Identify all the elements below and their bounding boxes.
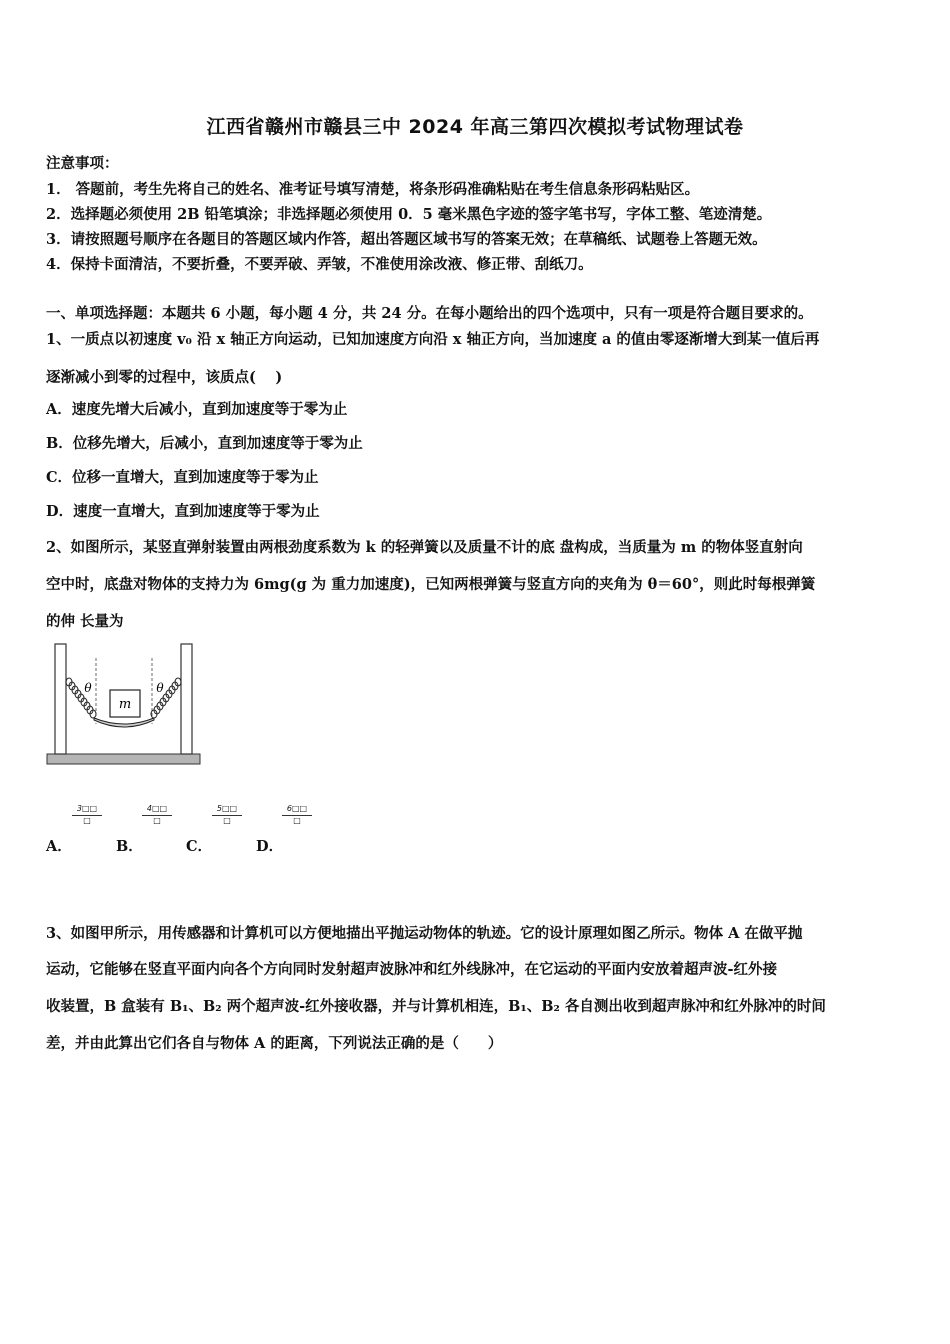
- right-post: [181, 644, 192, 754]
- fraction-numerator: 6□□: [282, 804, 312, 816]
- q1-option-b: B．位移先增大，后减小，直到加速度等于零为止: [46, 435, 363, 452]
- page-title: 江西省赣州市赣县三中 2024 年高三第四次模拟考试物理试卷: [206, 116, 744, 138]
- q2-option-a-label: A．: [46, 838, 72, 855]
- q1-stem: 1、一质点以初速度 v₀ 沿 x 轴正方向运动，已知加速度方向沿 x 轴正方向，当加速度 a 的值由零逐渐增大到某一值后再: [46, 331, 820, 348]
- fraction-numerator: 5□□: [212, 804, 242, 816]
- q2-stem: 2、如图所示，某竖直弹射装置由两根劲度系数为 k 的轻弹簧以及质量不计的底 盘构成，当质量为 m 的物体竖直射向: [46, 539, 803, 556]
- q2-option-c-label: C．: [186, 838, 213, 855]
- fraction-denominator: □: [153, 816, 161, 825]
- notice-item: 3．请按照题号顺序在各题目的答题区域内作答，超出答题区域书写的答案无效；在草稿纸、试题卷上答题无效。: [46, 231, 767, 248]
- fraction-numerator: 4□□: [142, 804, 172, 816]
- mass-label: m: [118, 697, 132, 712]
- q2-option-d-label: D．: [256, 838, 284, 855]
- q2-answer-options: [46, 804, 446, 856]
- tray: [94, 718, 154, 727]
- angle-label-right: θ: [156, 681, 164, 695]
- fraction-denominator: □: [223, 816, 231, 825]
- q2-option-c-fraction: [212, 804, 242, 826]
- spring-launcher-figure: [44, 640, 204, 768]
- q1-option-d: D．速度一直增大，直到加速度等于零为止: [46, 503, 320, 520]
- notice-item: 1． 答题前，考生先将自己的姓名、准考证号填写清楚，将条形码准确粘贴在考生信息条形码粘贴区。: [46, 181, 700, 198]
- q3-stem: 收装置，B 盒装有 B₁、B₂ 两个超声波-红外接收器，并与计算机相连，B₁、B₂ 各自测出收到超声脉冲和红外脉冲的时间: [46, 998, 826, 1015]
- q1-option-c: C．位移一直增大，直到加速度等于零为止: [46, 469, 319, 486]
- q1-stem: 逐渐减小到零的过程中，该质点( ): [46, 369, 283, 386]
- q3-stem: 3、如图甲所示，用传感器和计算机可以方便地描出平抛运动物体的轨迹。它的设计原理如图乙所示。物体 A 在做平抛: [46, 925, 803, 942]
- q2-stem: 空中时，底盘对物体的支持力为 6mg(g 为 重力加速度)，已知两根弹簧与竖直方向的夹角为 θ＝60°，则此时每根弹簧: [46, 576, 816, 593]
- fraction-denominator: □: [83, 816, 91, 825]
- base-platform: [47, 754, 200, 764]
- notice-item: 2．选择题必须使用 2B 铅笔填涂；非选择题必须使用 0．5 毫米黑色字迹的签字笔书写，字体工整、笔迹清楚。: [46, 206, 772, 223]
- q2-option-b-label: B．: [116, 838, 143, 855]
- q2-option-b-fraction: [142, 804, 172, 826]
- q2-option-a-fraction: [72, 804, 102, 826]
- q3-stem: 运动，它能够在竖直平面内向各个方向同时发射超声波脉冲和红外线脉冲，在它运动的平面内安放着超声波-红外接: [46, 961, 778, 978]
- angle-label-left: θ: [84, 681, 92, 695]
- q2-stem: 的伸 长量为: [46, 613, 124, 630]
- notice-heading: 注意事项：: [46, 155, 119, 172]
- q1-option-a: A．速度先增大后减小，直到加速度等于零为止: [46, 401, 348, 418]
- fraction-denominator: □: [293, 816, 301, 825]
- section-heading: 一、单项选择题：本题共 6 小题，每小题 4 分，共 24 分。在每小题给出的四个选项中，只有一项是符合题目要求的。: [46, 305, 813, 322]
- q3-stem: 差，并由此算出它们各自与物体 A 的距离，下列说法正确的是（ ）: [46, 1035, 503, 1052]
- fraction-numerator: 3□□: [72, 804, 102, 816]
- left-post: [55, 644, 66, 754]
- notice-item: 4．保持卡面清洁，不要折叠，不要弄破、弄皱，不准使用涂改液、修正带、刮纸刀。: [46, 256, 593, 273]
- q2-option-d-fraction: [282, 804, 312, 826]
